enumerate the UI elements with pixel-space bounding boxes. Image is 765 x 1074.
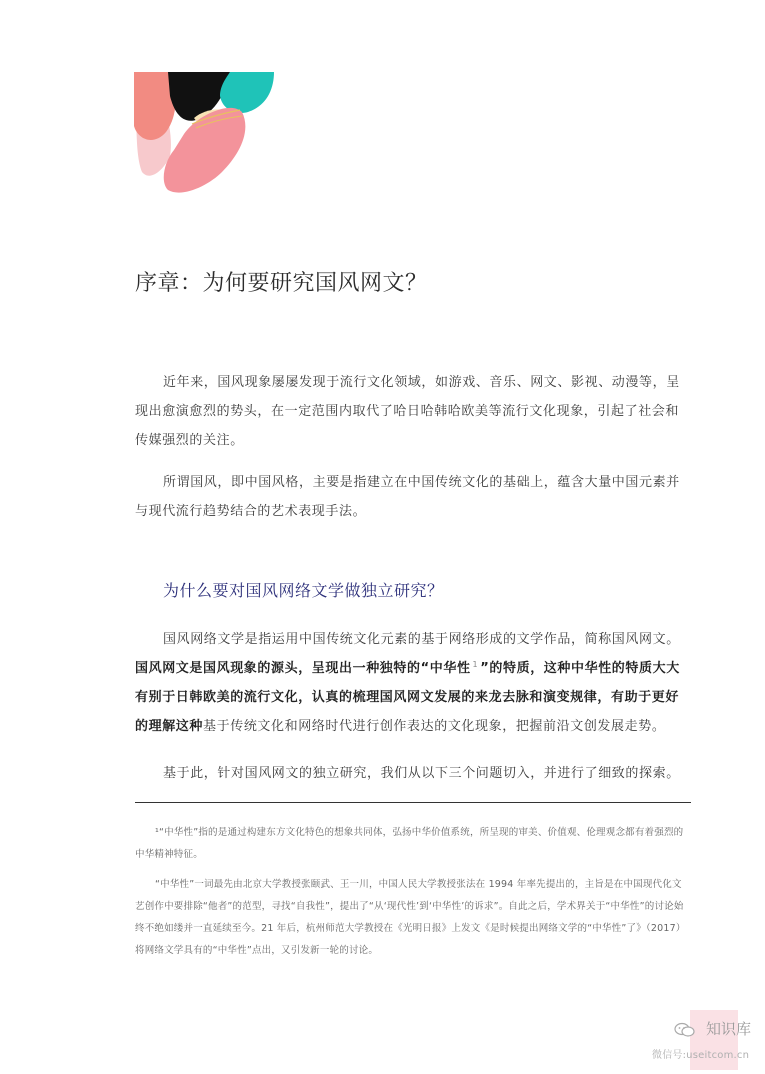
intro-paragraph-1: 近年来，国风现象屡屡发现于流行文化领域，如游戏、音乐、网文、影视、动漫等，呈现出愈演愈烈的势头，在一定范围内取代了哈日哈韩哈欧美等流行文化现象，引起了社会和传媒强烈的关注。 [135,375,680,448]
section-paragraph-1: 国风网络文学是指运用中国传统文化元素的基于网络形成的文学作品，简称国风网文。 [163,632,680,647]
pink-shape [164,108,246,193]
watermark-subtitle: 微信号:useitcom.cn [652,1050,750,1061]
watermark-brand: 知识库 [706,1020,752,1038]
footnote-divider [135,802,691,803]
footnote-marker[interactable]: 1 [472,659,479,669]
footnote-1: ¹“中华性”指的是通过构建东方文化特色的想象共同体，弘扬中华价值系统，所呈现的审美、价值观、伦理观念都有着强烈的中华精神特征。 [135,827,684,860]
highlight-text-b: ”的特质，这种中华性的特质大大有别于日韩欧美的流行文化，认真的梳理国风网文发展的来龙去脉和演变规律，有助于更好的理解这种 [135,661,680,734]
footnote-2: “中华性”一词最先由北京大学教授张颐武、王一川，中国人民大学教授张法在 1994 年率先提出的，主旨是在中国现代化文艺创作中要排除“他者”的范型，寻找“自我性”，提出了“从‘现代性’到‘中华性’的诉求”。自此之后，学术界关于“中华性”的讨论始终不绝如缕并一直延续至今。21 年后，杭州师范大学教授在《光明日报》上发文《是时候提出网络文学的“中华性”了》（2017）将网络文学具有的“中华性”点出，又引发新一轮的讨论。 [135,879,686,956]
intro-paragraph-2: 所谓国风，即中国风格，主要是指建立在中国传统文化的基础上，蕴含大量中国元素并与现代流行趋势结合的艺术表现手法。 [135,475,680,519]
chapter-title: 序章：为何要研究国风网文？ [135,271,428,296]
section-title: 为什么要对国风网络文学做独立研究？ [163,581,444,600]
highlight-text-a: 国风网文是国风现象的源头，呈现出一种独特的“中华性 [135,661,471,676]
normal-text: 基于传统文化和网络时代进行创作表达的文化现象，把握前沿文创发展走势。 [203,719,666,734]
teal-shape [220,72,274,113]
decorative-shapes [134,72,274,200]
watermark [650,1010,760,1070]
section-paragraph-2 [135,654,691,741]
wechat-icon [674,1022,696,1038]
section-paragraph-3: 基于此，针对国风网文的独立研究，我们从以下三个问题切入，并进行了细致的探索。 [163,766,680,781]
